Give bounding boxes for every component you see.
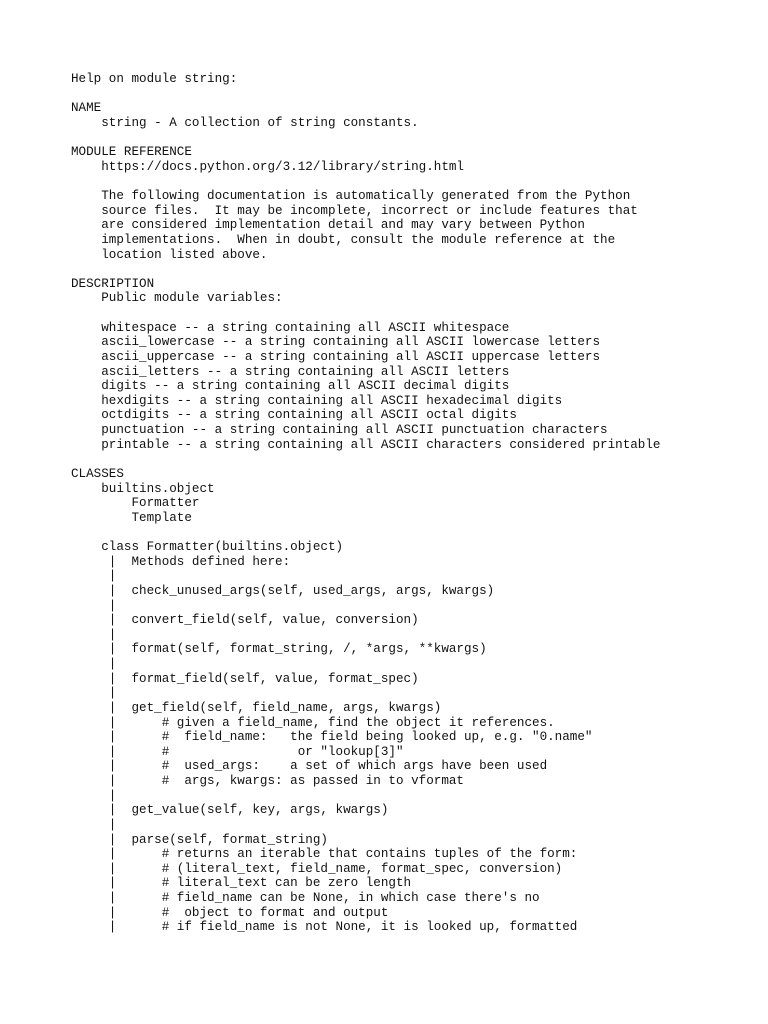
doc-line: | Methods defined here: [71, 554, 291, 569]
doc-line: | convert_field(self, value, conversion) [71, 613, 419, 628]
doc-line: octdigits -- a string containing all ASCII octal digits [71, 408, 517, 423]
doc-line: | [71, 686, 117, 701]
doc-line [71, 452, 660, 467]
doc-line: | # args, kwargs: as passed in to vformat [71, 774, 464, 788]
doc-line: hexdigits -- a string containing all ASCII hexadecimal digits [71, 393, 563, 408]
doc-line [71, 174, 660, 189]
doc-line: | # field_name: the field being looked up, e.g. "0.name" [71, 730, 593, 745]
doc-line: punctuation -- a string containing all ASCII punctuation characters [71, 423, 608, 437]
doc-line: | # given a field_name, find the object it references. [71, 715, 555, 730]
doc-line: location listed above. [71, 247, 268, 262]
doc-line: | get_value(self, key, args, kwargs) [71, 803, 389, 818]
doc-line: The following documentation is automatically generated from the Python [71, 189, 631, 203]
doc-line: | # literal_text can be zero length [71, 876, 412, 891]
doc-line: DESCRIPTION [71, 276, 155, 291]
doc-line: | [71, 569, 117, 584]
doc-line: CLASSES [71, 466, 124, 481]
doc-line: | [71, 598, 117, 613]
doc-line: Template [71, 510, 192, 525]
doc-line: | [71, 627, 117, 642]
doc-line: | [71, 657, 117, 671]
doc-line: | format_field(self, value, format_spec) [71, 671, 419, 686]
doc-line: Formatter [71, 496, 200, 511]
doc-line [71, 87, 660, 102]
doc-line: | # used_args: a set of which args have been used [71, 759, 548, 774]
doc-line: whitespace -- a string containing all ASCII whitespace [71, 320, 510, 335]
doc-line [71, 525, 660, 540]
doc-line [71, 262, 660, 277]
doc-line: | check_unused_args(self, used_args, args, kwargs) [71, 583, 495, 598]
doc-line: | # object to format and output [71, 905, 389, 920]
doc-line: builtins.object [71, 481, 215, 496]
doc-line: | parse(self, format_string) [71, 832, 328, 847]
doc-line: string - A collection of string constants. [71, 115, 419, 130]
doc-line: | format(self, format_string, /, *args, **kwargs) [71, 642, 487, 657]
doc-line: Public module variables: [71, 291, 283, 306]
doc-line: | [71, 817, 117, 832]
doc-line: | # or "lookup[3]" [71, 744, 404, 759]
doc-line: are considered implementation detail and may vary between Python [71, 218, 585, 233]
doc-line: source files. It may be incomplete, incorrect or include features that [71, 203, 638, 218]
doc-line [71, 306, 660, 321]
doc-line: NAME [71, 101, 102, 116]
doc-line: digits -- a string containing all ASCII decimal digits [71, 379, 510, 394]
doc-line: ascii_lowercase -- a string containing all ASCII lowercase letters [71, 335, 601, 350]
doc-line: | [71, 788, 117, 803]
doc-line: class Formatter(builtins.object) [71, 540, 344, 554]
doc-line: | # returns an iterable that contains tuples of the form: [71, 847, 578, 862]
doc-line: | # if field_name is not None, it is looked up, formatted [71, 920, 578, 935]
doc-line: | # field_name can be None, in which case there's no [71, 891, 540, 905]
doc-line: | get_field(self, field_name, args, kwargs) [71, 700, 442, 715]
doc-line: | # (literal_text, field_name, format_spec, conversion) [71, 861, 563, 876]
help-document [71, 72, 660, 935]
doc-line: ascii_uppercase -- a string containing all ASCII uppercase letters [71, 349, 601, 364]
doc-line: implementations. When in doubt, consult the module reference at the [71, 232, 616, 247]
doc-line: printable -- a string containing all ASCII characters considered printable [71, 437, 661, 452]
doc-line: ascii_letters -- a string containing all ASCII letters [71, 364, 510, 379]
doc-line [71, 131, 660, 146]
doc-line: Help on module string: [71, 72, 238, 86]
doc-line: https://docs.python.org/3.12/library/string.html [71, 159, 464, 174]
doc-line: MODULE REFERENCE [71, 145, 192, 160]
